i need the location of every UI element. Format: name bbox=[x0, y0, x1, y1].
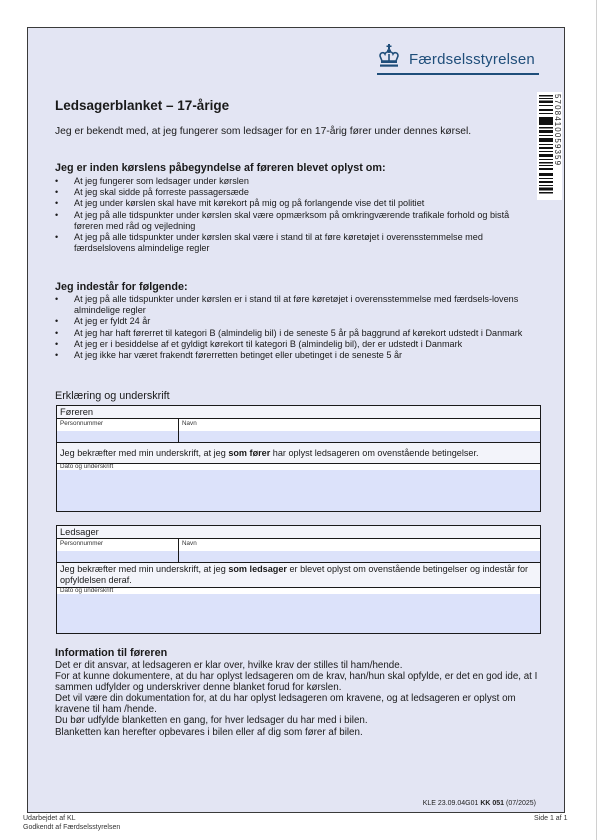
companion-statement bbox=[57, 563, 540, 588]
informed-list bbox=[55, 176, 540, 254]
companion-statement-text-end: er blevet oplyst om ovenstående betingelser og indestår for opfyldelsen deraf. bbox=[60, 564, 529, 586]
companion-cpr-cell bbox=[57, 539, 179, 562]
companion-form-box bbox=[56, 525, 541, 634]
intro-text: Jeg er bekendt med, at jeg fungerer som ledsager for en 17-årig fører under dennes kørsel. bbox=[55, 126, 472, 137]
barcode-bars-icon bbox=[539, 95, 553, 195]
footer-approved-by: Godkendt af Færdselsstyrelsen bbox=[23, 823, 121, 831]
logo-text: Færdselsstyrelsen bbox=[409, 51, 535, 68]
page-number: Side 1 af 1 bbox=[534, 815, 568, 822]
list-item: • At jeg er fyldt 24 år bbox=[55, 316, 540, 327]
driver-statement-emphasis: som fører bbox=[228, 448, 271, 458]
driver-name-label: Navn bbox=[179, 419, 540, 431]
form-code bbox=[423, 800, 536, 807]
driver-signature-field[interactable] bbox=[57, 464, 540, 511]
driver-cpr-input[interactable] bbox=[57, 431, 178, 442]
info-paragraph: For at kunne dokumentere, at du har oplyst ledsageren om de krav, han/hun skal opfylde, er det en god ide, at I sammen udfylder og underskriver denne blanket forud for kørslen. bbox=[55, 671, 538, 694]
viewer-scroll-edge bbox=[596, 0, 597, 840]
driver-date-label: Dato og underskrift bbox=[57, 464, 540, 470]
form-code-version: (07/2025) bbox=[504, 800, 536, 807]
companion-cpr-input[interactable] bbox=[57, 551, 178, 562]
driver-statement bbox=[57, 443, 540, 464]
agency-logo bbox=[377, 44, 535, 68]
driver-name-input[interactable] bbox=[179, 431, 540, 442]
companion-signature-field[interactable] bbox=[57, 588, 540, 633]
list-item: • At jeg skal sidde på forreste passagersæde bbox=[55, 187, 540, 198]
section-warrant-heading: Jeg indestår for følgende: bbox=[55, 281, 188, 293]
companion-name-input[interactable] bbox=[179, 551, 540, 562]
info-paragraph: Det er dit ansvar, at ledsageren er klar over, hvilke krav der stilles til ham/hende. bbox=[55, 660, 403, 671]
footer-credits bbox=[23, 815, 120, 832]
companion-name-label: Navn bbox=[179, 539, 540, 551]
declaration-label: Erklæring og underskrift bbox=[55, 390, 170, 402]
list-item: • At jeg på alle tidspunkter under kørslen er i stand til at føre køretøjet i overensstemmelse med færdsels-lovens almindelige regler bbox=[55, 294, 540, 316]
driver-name-cell bbox=[179, 419, 540, 442]
warrant-list bbox=[55, 294, 540, 361]
barcode-digits: 5708410059359 bbox=[553, 94, 562, 167]
driver-heading: Føreren bbox=[57, 406, 540, 419]
list-item: • At jeg på alle tidspunkter under kørslen skal være i stand til at føre køretøjet i overensstemmelse med færdselslovens almindelige regler bbox=[55, 232, 540, 254]
form-code-number: KK 051 bbox=[480, 800, 505, 807]
driver-id-row bbox=[57, 419, 540, 443]
form-code-prefix: KLE 23.09.04G01 bbox=[422, 800, 481, 807]
list-item: • At jeg ikke har været frakendt førerretten betinget eller ubetinget i de seneste 5 år bbox=[55, 350, 540, 361]
info-paragraph: Blanketten kan herefter opbevares i bilen eller af dig som fører af bilen. bbox=[55, 726, 363, 738]
companion-id-row bbox=[57, 539, 540, 563]
info-paragraph: Det vil være din dokumentation for, at du har oplyst ledsageren om kravene, og at ledsageren er oplyst om kravene til ham /hende. bbox=[55, 693, 516, 716]
logo-underline bbox=[377, 73, 539, 75]
document-title: Ledsagerblanket – 17-årige bbox=[55, 98, 230, 113]
driver-statement-text-end: har oplyst ledsageren om ovenstående betingelser. bbox=[270, 448, 479, 458]
list-item: • At jeg på alle tidspunkter under kørslen skal være opmærksom på omkringværende trafikale forhold og bistå føreren med råd og vejledning bbox=[55, 210, 540, 232]
info-heading: Information til føreren bbox=[55, 647, 168, 659]
list-item: • At jeg fungerer som ledsager under kørslen bbox=[55, 176, 540, 187]
footer-prepared-by: Udarbejdet af KL bbox=[23, 815, 76, 822]
document-page bbox=[27, 27, 565, 813]
driver-form-box bbox=[56, 405, 541, 512]
barcode bbox=[537, 92, 562, 200]
driver-cpr-label: Personnummer bbox=[57, 419, 178, 431]
list-item: • At jeg har haft førerret til kategori B (almindelig bil) i de seneste 5 år på baggrund af kørekort udstedt i Danmark bbox=[55, 328, 540, 339]
info-body bbox=[55, 660, 545, 738]
list-item: • At jeg under kørslen skal have mit kørekort på mig og på forlangende vise det til politiet bbox=[55, 198, 540, 209]
companion-cpr-label: Personnummer bbox=[57, 539, 178, 551]
driver-cpr-cell bbox=[57, 419, 179, 442]
companion-statement-text: Jeg bekræfter med min underskrift, at jeg bbox=[60, 564, 229, 574]
section-informed-heading: Jeg er inden kørslens påbegyndelse af føreren blevet oplyst om: bbox=[55, 162, 386, 174]
driver-statement-text: Jeg bekræfter med min underskrift, at jeg bbox=[60, 448, 229, 458]
companion-date-label: Dato og underskrift bbox=[57, 588, 540, 594]
companion-statement-emphasis: som ledsager bbox=[228, 564, 287, 574]
companion-name-cell bbox=[179, 539, 540, 562]
companion-heading: Ledsager bbox=[57, 526, 540, 539]
list-item: • At jeg er i besiddelse af et gyldigt kørekort til kategori B (almindelig bil), der er udstedt i Danmark bbox=[55, 339, 540, 350]
crown-icon bbox=[377, 44, 401, 68]
info-paragraph: Du bør udfylde blanketten en gang, for hver ledsager du har med i bilen. bbox=[55, 715, 368, 727]
